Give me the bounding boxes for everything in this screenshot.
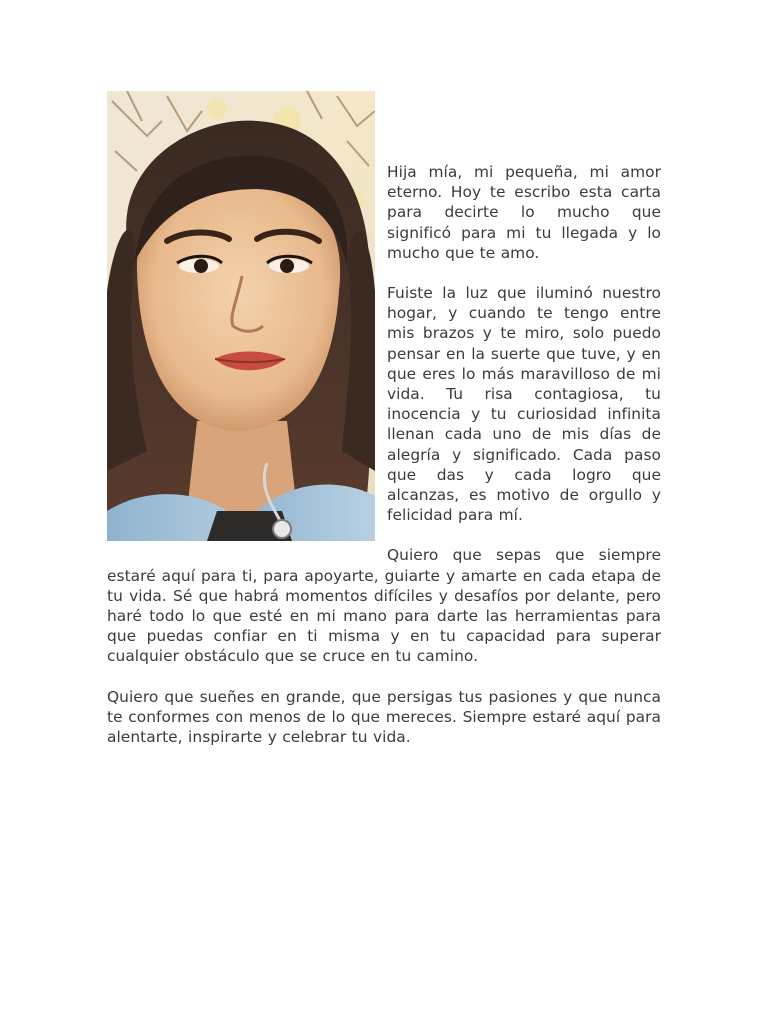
paragraph-2: Fuiste la luz que iluminó nuestro hogar, y cuando te tengo entre mis brazos y te miro, solo puedo pensar en la suerte que tuve, y en que eres lo más maravilloso de mi vida. Tu risa contagiosa, tu inocencia y tu curiosidad infinita llenan cada uno de mis días de alegría y significado. Cada paso que das y cada logro que alcanzas, es motivo de orgullo y felicidad para mí.: [387, 284, 661, 525]
paragraph-4: Quiero que sueñes en grande, que persigas tus pasiones y que nunca te conformes con menos de lo que mereces. Siempre estaré aquí para alentarte, inspirarte y celebrar tu vida.: [107, 687, 661, 747]
letter-page: [107, 91, 661, 767]
paragraph-1: Hija mía, mi pequeña, mi amor eterno. Hoy te escribo esta carta para decirte lo mucho que significó para mi tu llegada y lo mucho que te amo.: [387, 163, 661, 262]
paragraph-3: Quiero que sepas que siempre estaré aquí para ti, para apoyarte, guiarte y amarte en cada etapa de tu vida. Sé que habrá momentos difíciles y desafíos por delante, pero haré todo lo que esté en mi mano para darte las herramientas para que puedas confiar en ti misma y en tu capacidad para superar cualquier obstáculo que se cruce en tu camino.: [107, 546, 661, 666]
portrait-illustration: [107, 91, 375, 541]
